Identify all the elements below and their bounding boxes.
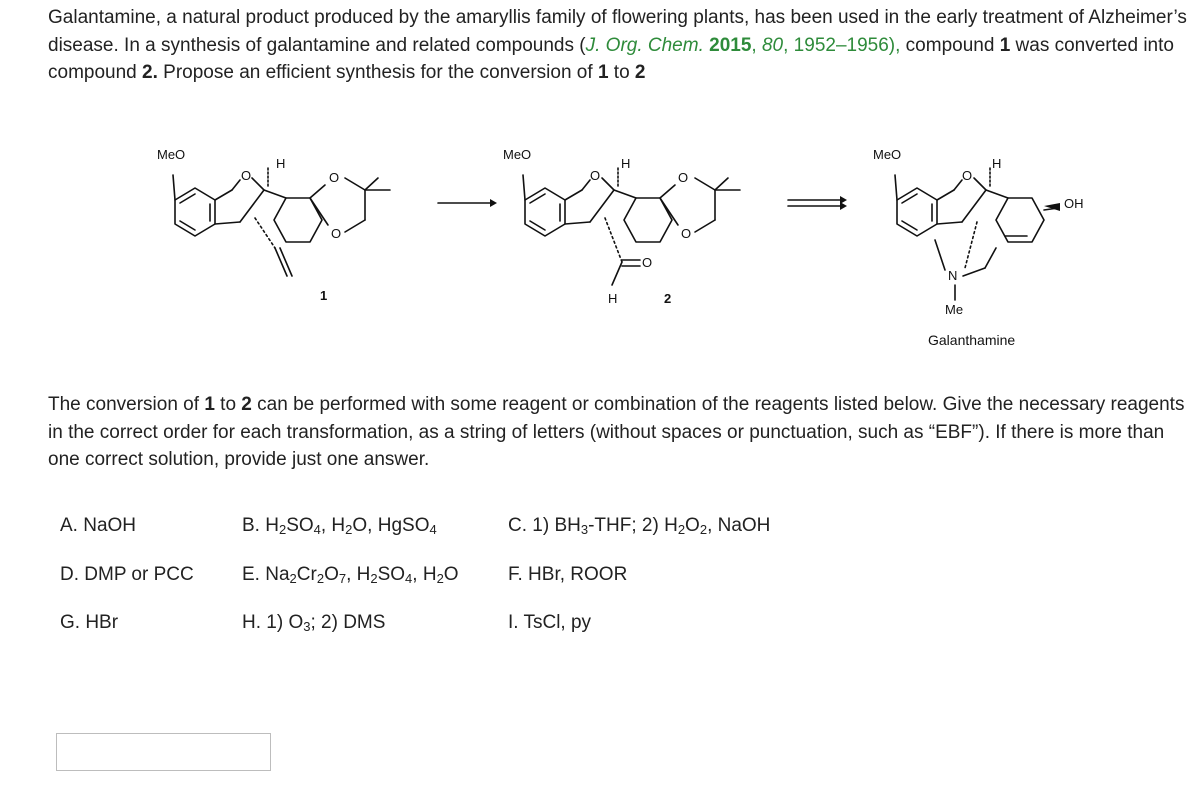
intro-text-2: compound	[900, 34, 1000, 56]
intro-text: Galantamine, a natural product produced by the amaryllis family of flowering plants, has been used in the early treatment of Alzheimer’s disease. In a synthesis of galantamine and related compounds (	[48, 7, 1187, 56]
instr-compound-1: 1	[204, 394, 215, 415]
ref-pages: , 1952–1956),	[783, 34, 901, 56]
compound-2-ref-b: 2	[634, 62, 646, 83]
answer-input[interactable]	[56, 733, 271, 771]
o-label-3: O	[962, 168, 973, 183]
instr-text-2: can be performed with some reagent or combination of the reagents listed below. Give the necessary reagents in the correct order for each transformation, as a string of letters (without spaces or punctuation, such as “EBF”). If there is more than one correct solution, provide just one answer.	[48, 394, 1185, 470]
multistep-arrow	[788, 196, 847, 210]
ref-volume: 80	[761, 34, 784, 56]
compound-1-ref-b: 1	[597, 62, 609, 83]
o-label-1a: O	[241, 168, 252, 183]
o-label-2b: O	[678, 170, 689, 185]
meo-label-3: MeO	[873, 147, 902, 162]
reagent-a: A. NaOH	[60, 515, 137, 536]
instr-compound-2: 2	[241, 394, 252, 415]
compound-1-ref: 1	[999, 34, 1011, 56]
instr-to: to	[214, 394, 242, 415]
h-label-2b: H	[608, 291, 618, 306]
intro-text-3: was converted into compound	[48, 34, 1174, 83]
galanthamine-structure	[895, 175, 1060, 300]
ref-year: 2015	[709, 34, 752, 56]
compound-2-structure	[523, 175, 740, 285]
h-label-2: H	[621, 156, 631, 171]
compound-1-label: 1	[320, 288, 328, 303]
question-instructions	[48, 391, 1193, 474]
reagent-d: D. DMP or PCC	[60, 564, 194, 585]
h-label-1: H	[276, 156, 286, 171]
h-label-3: H	[992, 156, 1002, 171]
intro-text-4: Propose an efficient synthesis for the conversion of	[157, 62, 598, 83]
o-label-1c: O	[331, 226, 342, 241]
compound-1-structure	[173, 175, 390, 276]
oh-label: OH	[1064, 196, 1084, 211]
reagent-b: B. $H_2SO_4$, $H_2O$, HgSO$_4$	[242, 515, 437, 537]
o-label-2d: O	[642, 255, 653, 270]
n-label: N	[948, 268, 958, 283]
me-label: Me	[945, 302, 964, 317]
meo-label-2: MeO	[503, 147, 532, 162]
reagent-f: F. HBr, ROOR	[508, 564, 628, 585]
journal-reference[interactable]: J. Org. Chem. 2015, 80, 1952–1956),	[585, 34, 901, 56]
ref-journal: J. Org. Chem.	[585, 34, 704, 56]
galanthamine-label: Galanthamine	[928, 332, 1016, 348]
reagent-g: G. HBr	[60, 612, 119, 633]
reaction-scheme	[0, 0, 1200, 370]
compound-2-ref: 2.	[142, 62, 158, 83]
instr-text-1: The conversion of	[48, 394, 205, 415]
reagent-c: C. 1) $BH_3$-THF; 2) $H_2O_2$, NaOH	[508, 515, 771, 537]
meo-label-1: MeO	[157, 147, 186, 162]
o-label-1b: O	[329, 170, 340, 185]
reagent-i: I. TsCl, py	[508, 612, 592, 633]
compound-2-label: 2	[664, 291, 672, 306]
o-label-2c: O	[681, 226, 692, 241]
intro-to: to	[608, 62, 635, 83]
reagent-e: E. $Na_2Cr_2O_7$, $H_2SO_4$, $H_2O$	[242, 564, 459, 586]
reagent-h: H. 1) $O_3$; 2) DMS	[242, 612, 386, 634]
o-label-2a: O	[590, 168, 601, 183]
